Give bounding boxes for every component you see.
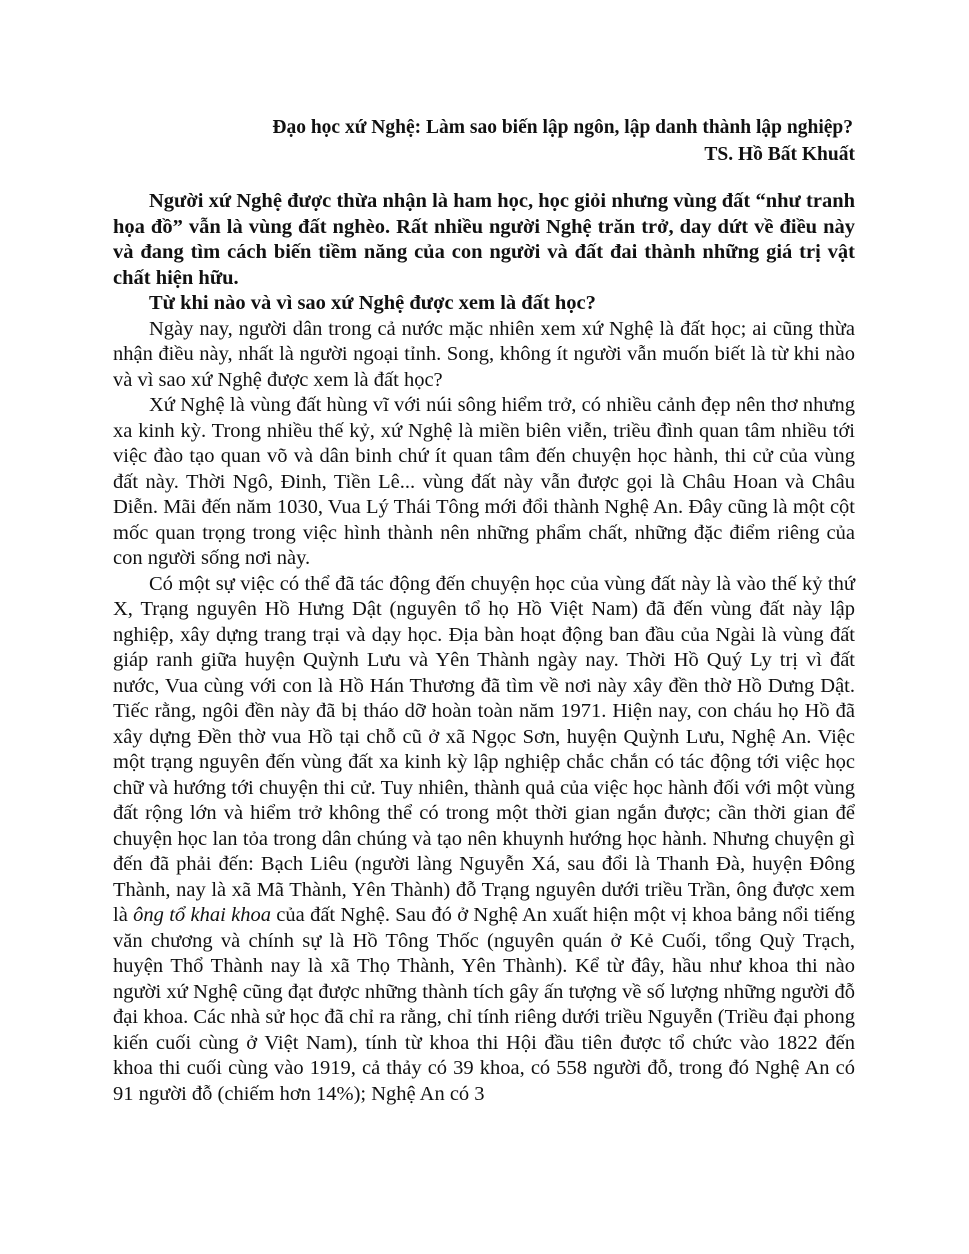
section-heading: Từ khi nào và vì sao xứ Nghệ được xem là đất học?	[149, 292, 596, 314]
document-author: TS. Hồ Bất Khuất	[704, 144, 855, 165]
paragraph-3-italic-phrase: ông tổ khai khoa	[133, 904, 271, 926]
paragraph-1: Ngày nay, người dân trong cả nước mặc nhiên xem xứ Nghệ là đất học; ai cũng thừa nhận điều này, nhất là người ngoại tỉnh. Song, không ít người vẫn muốn biết là từ khi nào và vì sao xứ Nghệ được xem là đất học?	[113, 317, 855, 391]
paragraph-2: Xứ Nghệ là vùng đất hùng vĩ với núi sông hiểm trở, có nhiều cảnh đẹp nên thơ nhưng xa kinh kỳ. Trong nhiều thế kỷ, xứ Nghệ là miền biên viễn, triều đình quan tâm nhiều tới việc đào tạo quan võ và dân binh chứ ít quan tâm đến chuyện học hành, thi cử của vùng đất này. Thời Ngô, Đinh, Tiền Lê... vùng đất này vẫn được gọi là Châu Hoan và Châu Diễn. Mãi đến năm 1030, Vua Lý Thái Tông mới đổi thành Nghệ An. Đây cũng là một cột mốc quan trọng trong việc hình thành nên những phẩm chất, những đặc điểm riêng của con người sống nơi này.	[113, 394, 855, 569]
document-body	[113, 114, 855, 1107]
paragraph-3-part1: Có một sự việc có thể đã tác động đến chuyện học của vùng đất này là vào thế kỷ thứ X, Trạng nguyên Hồ Hưng Dật (nguyên tổ họ Hồ Việt Nam) đã đến vùng đất này lập nghiệp, xây dựng trang trại và dạy học. Địa bàn hoạt động ban đầu của Ngài là vùng đất giáp ranh giữa huyện Quỳnh Lưu và Yên Thành ngày nay. Thời Hồ Quý Ly trị vì đất nước, Vua cùng với con là Hồ Hán Thương đã tìm về nơi này xây đền thờ Hồ Dưng Dật. Tiếc rằng, ngôi đền này đã bị tháo dỡ hoàn toàn năm 1971. Hiện nay, con cháu họ Hồ đã xây dựng Đền thờ vua Hồ tại chỗ cũ ở xã Ngọc Sơn, huyện Quỳnh Lưu, Nghệ An. Việc một trạng nguyên đến vùng đất xa kinh kỳ lập nghiệp chắc chắn có tác động tới việc học chữ và hướng tới chuyện thi cử. Tuy nhiên, thành quả của việc học hành đối với một vùng đất rộng lớn và hiểm trở không thể có trong một thời gian ngắn được; cần thời gian để chuyện học lan tỏa trong dân chúng và tạo nên khuynh hướng học hành. Nhưng chuyện gì đến đã phải đến: Bạch Liêu (người làng Nguyễn Xá, sau đổi là Thanh Đà, huyện Đông Thành, nay là xã Mã Thành, Yên Thành) đỗ Trạng nguyên dưới triều Trần, ông được xem là	[113, 572, 855, 926]
paragraph-3-part2: của đất Nghệ. Sau đó ở Nghệ An xuất hiện một vị khoa bảng nổi tiếng văn chương và chính sự là Hồ Tông Thốc (nguyên quán ở Kẻ Cuối, tổng Quỳ Trạch, huyện Thổ Thành nay là xã Thọ Thành, Yên Thành). Kể từ đây, hầu như khoa thi nào người xứ Nghệ cũng đạt được những thành tích gây ấn tượng về số lượng những người đỗ đại khoa. Các nhà sử học đã chỉ ra rằng, chỉ tính riêng dưới triều Nguyễn (Triều đại phong kiến cuối cùng ở Việt Nam), tính từ khoa thi Hội đầu tiên được tổ chức vào 1822 đến khoa thi cuối cùng vào 1919, cả thảy có 39 khoa, có 558 người đỗ, trong đó Nghệ An có 91 người đỗ (chiếm hơn 14%); Nghệ An có 3	[113, 904, 856, 1105]
document-title: Đạo học xứ Nghệ: Làm sao biến lập ngôn, lập danh thành lập nghiệp?	[272, 117, 853, 138]
paragraph-3	[113, 572, 855, 1108]
lead-paragraph: Người xứ Nghệ được thừa nhận là ham học, học giỏi nhưng vùng đất “như tranh họa đồ” vẫn là vùng đất nghèo. Rất nhiều người Nghệ trăn trở, day dứt về điều này và đang tìm cách biến tiềm năng của con người và đất đai thành những giá trị vật chất hiện hữu.	[113, 190, 855, 289]
